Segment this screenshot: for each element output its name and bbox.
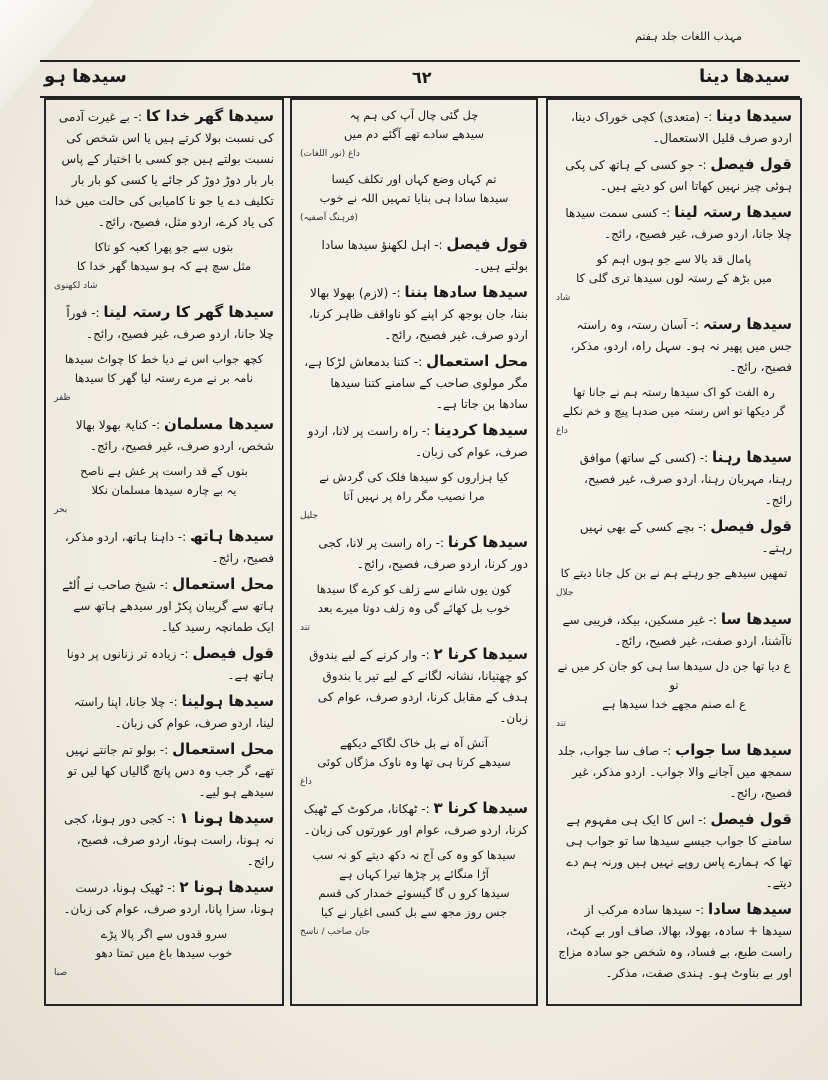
dictionary-entry	[300, 644, 528, 729]
entry-definition: :- بچے کسی کے بھی نہیں رہتے۔	[579, 520, 792, 555]
dictionary-entry	[54, 462, 274, 521]
poet-attribution: جان صاحب / ناسخ	[300, 927, 370, 937]
verse-example: چل گئی چال آپ کی ہم پہ سیدھے سادے تھے آگئے دم میں	[344, 108, 484, 141]
entry-definition: :- (کسی کے ساتھ) موافق رہنا، مہربان رہنا، اردو صرف، غیر فصیح، رائج۔	[579, 451, 792, 507]
poet-attribution: بحر	[54, 505, 68, 515]
poet-attribution: داغ (نور اللغات)	[300, 149, 360, 159]
entry-headword: محل استعمال	[172, 740, 274, 758]
entry-headword: سیدھا ہونا ٢	[179, 878, 274, 896]
dictionary-entry	[300, 170, 528, 229]
dictionary-entry	[556, 809, 792, 894]
verse-example: ع دیا تھا جن دل سیدھا سا ہی کو جان کر میں نے تو ع اے صنم مجھے خدا سیدھا ہے	[557, 659, 791, 711]
poet-attribution: داغ	[556, 426, 568, 436]
entry-headword: سیدھا سادا	[707, 900, 792, 918]
entry-headword: سیدھا دینا	[716, 107, 792, 125]
entry-headword: سیدھا کرنا	[447, 533, 528, 551]
dictionary-entry	[556, 447, 792, 511]
entry-definition: :- ٹھیک ہونا، درست ہونا، سزا پانا، اردو صرف، عوام کی زبان۔	[63, 881, 274, 916]
verse-example: کچھ جواب اس نے دیا خط کا چواٹ سیدھا نامہ بر نے مرے رستہ لیا گھر کا سیدھا	[64, 352, 264, 385]
entry-headword: سیدھا گھر کا رستہ لینا	[103, 303, 274, 321]
entry-definition: :- زیادہ تر زنانوں پر دونا ہاتھ ہے۔	[66, 647, 274, 682]
poet-attribution: داغ	[300, 777, 312, 787]
dictionary-entry	[54, 739, 274, 803]
entry-definition: :- وار کرنے کے لیے بندوق کو چھتیانا، نشانہ لگانے کے لیے تیر یا بندوق ہدف کے مقابل کرنا، اردو صرف، عوام کی زبان۔	[309, 648, 528, 725]
entry-definition: :- فوراً چلا جانا، اردو صرف، غیر فصیح، رائج۔	[66, 306, 274, 341]
entry-headword: سیدھا گھر خدا کا	[145, 107, 274, 125]
entry-definition: :- راہ راست پر لانا، کجی دور کرنا، اردو صرف، فصیح، رائج۔	[318, 536, 528, 571]
poet-attribution: جلال	[556, 588, 574, 598]
entry-definition: :- آسان رستہ، وہ راستہ جس میں پھیر نہ ہو۔ سہل راہ، اردو، مذکر، فصیح، رائج۔	[570, 318, 792, 374]
dictionary-entry	[54, 691, 274, 734]
verse-example: بتوں سے جو پھرا کعبہ کو تاکا مثل سچ ہے کہ ہو سیدھا گھر خدا کا	[76, 240, 252, 273]
entry-headword: سیدھا ہاتھ	[189, 527, 274, 545]
dictionary-entry	[556, 106, 792, 149]
verse-example: سیدھا کو وہ کی آج نہ دکھ دیتے کو نہ سب آڑا منگائے پر چڑھا تیرا کہاں ہے سیدھا کرو ں گا گیسوئے خمدار کی قسم جس روز مجھ سے بل کسی اغیار نے کیا	[312, 848, 516, 919]
verse-example: رہ الفت کو اک سیدھا رستہ ہم نے جانا تھا گر دیکھا تو اس رستہ میں صدہا پیچ و خم نکلے	[562, 385, 786, 418]
entry-headword: سیدھا سا	[720, 610, 792, 628]
column-middle	[290, 98, 538, 1006]
dictionary-entry	[54, 106, 274, 233]
dictionary-entry	[556, 154, 792, 197]
dictionary-entry	[54, 350, 274, 409]
entry-headword: سیدھا رستہ	[702, 315, 792, 333]
header-headword-right: سیدھا دینا	[698, 66, 790, 87]
dictionary-entry	[300, 580, 528, 639]
entry-headword: سیدھا ہولینا	[181, 692, 274, 710]
dictionary-entry	[54, 643, 274, 686]
poet-attribution: تند	[300, 623, 310, 633]
entry-headword: قول فیصل	[710, 810, 792, 828]
entry-definition: :- شیخ صاحب نے اُلٹے ہاتھ سے گریبان پکڑ اور سیدھے ہاتھ سے ایک طمانچہ رسید کیا۔	[62, 578, 274, 634]
header-headword-left: سیدھا ہو	[44, 66, 127, 87]
dictionary-entry	[54, 238, 274, 297]
entry-headword: سیدھا سادھا بننا	[404, 283, 528, 301]
page-number: ٦٢	[412, 68, 432, 87]
verse-example: آتش آہ نے بل خاک لگاکے دیکھے سیدھے کرتا ہی تھا وہ ناوک مژگاں کوئی	[317, 736, 511, 769]
dictionary-entry	[300, 798, 528, 841]
verse-example: تم کہاں وضع کہاں اور تکلف کیسا سیدھا سادا ہی بنایا تمہیں اللہ نے خوب	[319, 172, 509, 205]
entry-definition: :- (لازم) بھولا بھالا بننا، جان بوجھ کر اپنے کو ناواقف ظاہر کرنا، اردو صرف، غیر فصیح، رائج۔	[309, 286, 528, 342]
entry-definition: :- اہل لکھنؤ سیدھا سادا بولتے ہیں۔	[321, 238, 528, 273]
entry-headword: سیدھا کرنا ٣	[433, 799, 528, 817]
entry-definition: :- بولو تم جانتے نہیں تھے، گر جب وہ دس پانچ گالیاں کھا لیں تو سیدھے ہو لیے۔	[65, 743, 274, 799]
verse-example: کون یوں شانے سے زلف کو کرے گا سیدھا خوب بل کھائے گی وہ زلف دوتا میرے بعد	[316, 582, 512, 615]
verse-example: تمھیں سیدھے جو رہتے ہم نے بن کل جانا دیتے کا	[560, 566, 788, 580]
entry-definition: :- بے غیرت آدمی کی نسبت بولا کرتے ہیں یا اس شخص کی نسبت بولتے ہیں جو کسی با اختیار کے پاس بار بار دوڑ دوڑ کر جائے یا کسی کو بار بار تکلیف دے یا جو نا کامیابی کی حالت میں خدا کی یاد کرے، اردو مثل، فصیح، رائج۔	[54, 110, 274, 229]
entry-definition: :- کسی سمت سیدھا چلا جانا، اردو صرف، غیر فصیح، رائج۔	[565, 206, 792, 241]
entry-headword: سیدھا مسلمان	[164, 415, 274, 433]
dictionary-entry	[300, 106, 528, 165]
entry-definition: :- کجی دور ہونا، کجی نہ ہونا، راست ہونا، اردو صرف، فصیح، رائج۔	[63, 812, 274, 868]
dictionary-entry	[300, 532, 528, 575]
dictionary-entry	[556, 657, 792, 735]
verse-example: کیا ہزاروں کو سیدھا فلک کی گردش نے مرا نصیب مگر راہ پر نہیں آتا	[319, 470, 509, 503]
entry-headword: محل استعمال	[172, 575, 274, 593]
entry-definition: :- راہ راست پر لانا، اردو صرف، عوام کی زبان۔	[307, 424, 528, 459]
verse-example: بتوں کے قد راست پر غش ہے ناصح یہ بے چارہ سیدھا مسلمان نکلا	[80, 464, 248, 497]
entry-headword: سیدھا رستہ لینا	[674, 203, 792, 221]
entry-headword: قول فیصل	[446, 235, 528, 253]
dictionary-entry	[556, 314, 792, 378]
entry-definition: :- (متعدی) کچی خوراک دینا، اردو صرف قلیل الاستعمال۔	[570, 110, 792, 145]
entry-headword: سیدھا کرنا ٢	[433, 645, 528, 663]
dictionary-entry	[556, 202, 792, 245]
dictionary-entry	[556, 564, 792, 604]
entry-definition: :- داہنا ہاتھ، اردو مذکر، فصیح، رائج۔	[64, 530, 274, 565]
dictionary-entry	[54, 302, 274, 345]
dictionary-entry	[54, 808, 274, 872]
dictionary-entry	[556, 899, 792, 984]
entry-definition: :- چلا جانا، اپنا راستہ لینا، اردو صرف، عوام کی زبان۔	[73, 695, 274, 730]
poet-attribution: (فرہنگ آصفیہ)	[300, 213, 358, 223]
entry-definition: :- ٹھکانا، مرکوٹ کے ٹھیک کرنا، اردو صرف، عوام اور عورتوں کی زبان۔	[303, 802, 528, 837]
entry-definition: :- کنایۃ بھولا بھالا شخص، اردو صرف، غیر فصیح، رائج۔	[75, 418, 274, 453]
dictionary-entry	[300, 282, 528, 346]
poet-attribution: شاد	[556, 293, 571, 303]
dictionary-entry	[556, 383, 792, 442]
dictionary-entry	[54, 414, 274, 457]
column-right	[546, 98, 802, 1006]
dictionary-entry	[300, 420, 528, 463]
dictionary-entry	[556, 740, 792, 804]
poet-attribution: شاد لکھنوی	[54, 281, 98, 291]
entry-headword: سیدھا کردینا	[434, 421, 528, 439]
poet-attribution: تند	[556, 719, 566, 729]
dictionary-entry	[54, 877, 274, 920]
poet-attribution: صبا	[54, 968, 68, 978]
entry-headword: سیدھا ہونا ١	[179, 809, 274, 827]
entry-definition: :- کتنا بدمعاش لڑکا ہے، مگر مولوی صاحب کے سامنے کتنا سیدھا سادھا بن جاتا ہے۔	[304, 355, 528, 411]
running-head: مہذب اللغات جلد ہفتم	[635, 30, 742, 43]
entry-definition: :- صاف سا جواب، جلد سمجھ میں آجانے والا جواب۔ اردو مذکر، غیر فصیح، رائج۔	[557, 744, 792, 800]
dictionary-entry	[54, 574, 274, 638]
poet-attribution: جلیل	[300, 511, 319, 521]
entry-headword: سیدھا سا جواب	[675, 741, 792, 759]
dictionary-entry	[300, 351, 528, 415]
dictionary-entry	[300, 734, 528, 793]
dictionary-entry	[300, 234, 528, 277]
entry-headword: محل استعمال	[426, 352, 528, 370]
entry-definition: :- سیدھا سادہ مرکب از سیدھا + سادہ، بھولا، بھالا، صاف اور بے کپٹ، راست طبع، بے فساد، وہ شخص جو سادہ مزاج اور بے بناوٹ ہو۔ ہندی صفت، مذکر۔	[558, 903, 792, 980]
dictionary-entry	[300, 846, 528, 943]
dictionary-entry	[54, 925, 274, 984]
entry-headword: قول فیصل	[710, 517, 792, 535]
entry-definition: :- غیر مسکین، بیکد، فریبی سے ناآشنا، اردو صفت، غیر فصیح، رائج۔	[562, 613, 792, 648]
dictionary-entry	[556, 250, 792, 309]
dictionary-entry	[54, 526, 274, 569]
column-left	[44, 98, 284, 1006]
dictionary-entry	[300, 468, 528, 527]
poet-attribution: ظفر	[54, 393, 71, 403]
entry-headword: قول فیصل	[192, 644, 274, 662]
entry-definition: :- اس کا ایک ہی مفہوم ہے سامنے کا جواب جیسے سیدھا سا تو جواب ہی تھا کہ ہمارے پاس روپے نہیں ہیں ورنہ ہم دے دیتے۔	[565, 813, 792, 890]
dictionary-entry	[556, 516, 792, 559]
entry-headword: سیدھا رہنا	[712, 448, 792, 466]
dictionary-entry	[556, 609, 792, 652]
verse-example: پامال قد بالا سے جو ہوں اہم کو میں بڑھ کے رستہ لوں سیدھا تری گلی کا	[576, 252, 772, 285]
entry-headword: قول فیصل	[710, 155, 792, 173]
entry-definition: :- جو کسی کے ہاتھ کی پکی ہوئی چیز نہیں کھاتا اس کو دیتے ہیں۔	[565, 158, 792, 193]
page-header	[40, 60, 800, 98]
verse-example: سرو قدوں سے اگر پالا پڑے خوب سیدھا باغ میں تمتا دھو	[95, 927, 233, 960]
